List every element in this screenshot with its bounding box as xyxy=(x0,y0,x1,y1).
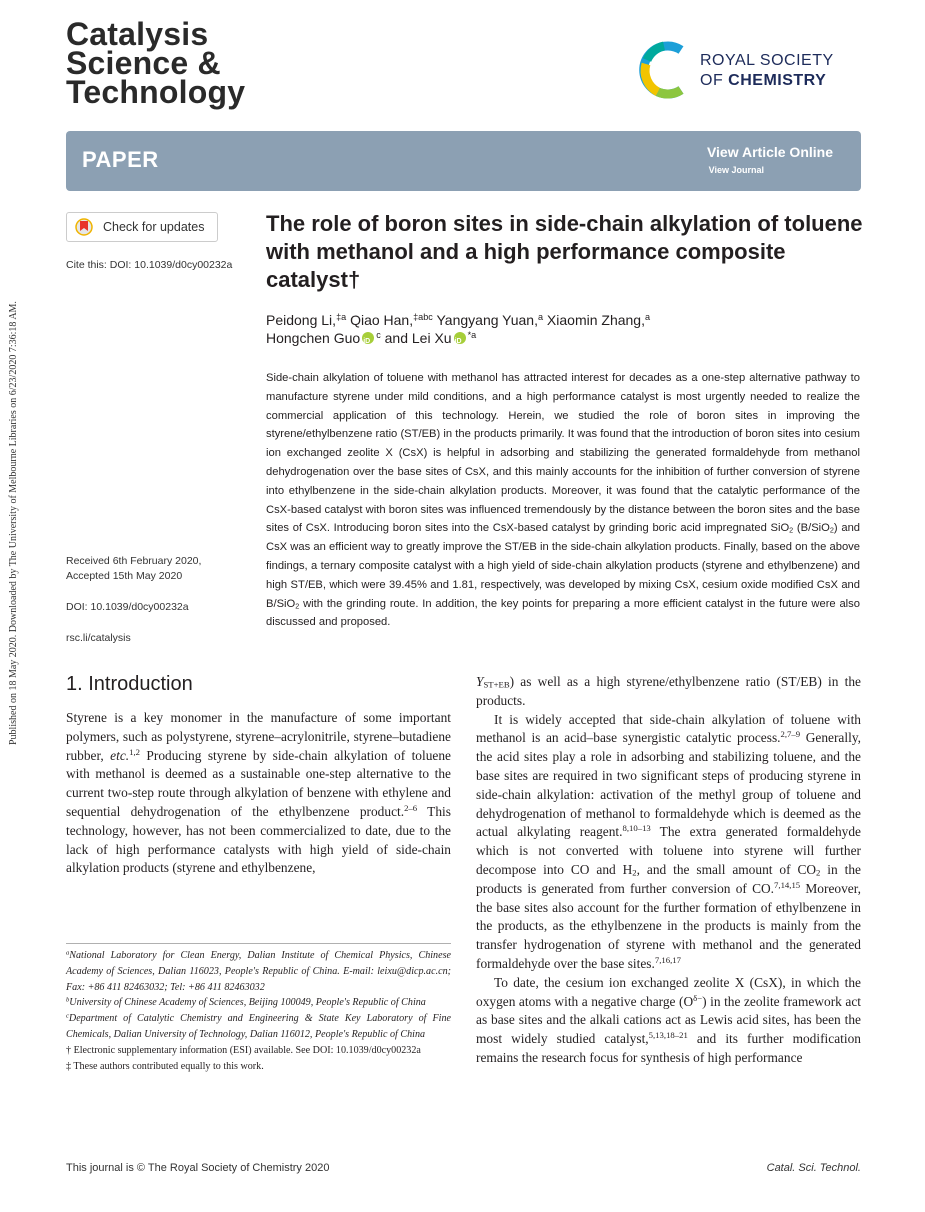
body-text: ) in the zeolite framework act as base sites and the alkali cations act as Lewis acid sites, has been the most widely studied catalyst, xyxy=(476,993,861,1047)
check-for-updates-label: Check for updates xyxy=(103,220,205,234)
rsc-emblem-icon xyxy=(638,40,694,100)
footnote-divider xyxy=(66,943,451,944)
body-text: It is widely accepted that side-chain alkylation of toluene with methanol is an acid–base synergistic catalytic process. xyxy=(476,711,861,746)
journal-website-link[interactable]: rsc.li/catalysis xyxy=(66,632,131,644)
citation-ref[interactable]: 5,13,18–21 xyxy=(648,1030,688,1041)
accepted-date: Accepted 15th May 2020 xyxy=(66,570,183,582)
body-column-right xyxy=(476,673,861,1068)
section-heading: 1. Introduction xyxy=(66,673,193,695)
check-for-updates-button[interactable] xyxy=(66,212,218,242)
author-name: Peidong Li, xyxy=(266,312,337,328)
citation-ref[interactable]: 2,7–9 xyxy=(780,729,801,740)
abstract-text: Side-chain alkylation of toluene with methanol has attracted interest for decades as a one-step alternative pathway to manufacture styrene under mild conditions, and a high performance catalyst is most urgently needed to realize the commercial application of this technology. Herein, we studied the role of boron sites in improving the styrene/ethylbenzene ratio (ST/EB) in the products primarily. It was found that the introduction of boron sites into cesium ion exchanged zeolite X (CsX) is helpful in adsorbing and stabilizing the generated formaldehyde from methanol dehydrogenation over the base sites of CsX, and this mainly accounts for the inhibition of further conversion of styrene into ethylbenzene in the side-chain alkylation products. Moreover, it was found that the catalytic performance of the CsX-based catalyst with boron sites was influenced tremendously by the distance between the boron sites and the base sites of CsX. Introducing boron sites into the CsX-based catalyst by grinding boric acid impregnated SiO xyxy=(266,372,860,535)
journal-title xyxy=(66,16,246,110)
subscript: 2 xyxy=(632,867,637,878)
received-date: Received 6th February 2020, xyxy=(66,555,202,567)
citation-ref[interactable]: 7,14,15 xyxy=(774,879,801,890)
publisher-name-prefix: OF xyxy=(700,72,729,89)
body-text: Styrene is a key monomer in the manufacture of some important polymers, such as polystyrene, styrene–acrylonitrile, styrene–butadiene rubber, xyxy=(66,710,451,763)
body-text-italic: Y xyxy=(476,674,484,689)
publisher-name-bold: CHEMISTRY xyxy=(728,72,827,89)
footnote-mark: b xyxy=(66,996,70,1004)
orcid-icon[interactable] xyxy=(362,332,374,344)
footnote-text: University of Chinese Academy of Sciences, Beijing 100049, People's Republic of China xyxy=(69,997,426,1009)
body-text: in the products is generated from further conversion of CO. xyxy=(476,861,861,896)
citation-ref[interactable]: 8,10–13 xyxy=(622,823,651,834)
superscript: δ− xyxy=(693,992,703,1003)
author-name: Qiao Han, xyxy=(346,312,414,328)
footnote-mark: c xyxy=(66,1012,69,1020)
author-affiliation-mark: ‡abc xyxy=(413,312,433,322)
publisher-name-line1: ROYAL SOCIETY xyxy=(700,52,834,69)
body-text: and its further modification remains the research focus for synthesis of high performance xyxy=(476,1031,861,1065)
body-text: Producing styrene by side-chain alkylation of toluene with methanol is deemed as a sustainable one-step alternative to the current two-step route through alkylation of benzene with ethylene and sequential dehydrogenation of the ethylbenzene product. xyxy=(66,747,451,819)
author-affiliation-mark: ‡a xyxy=(336,312,347,322)
citation-ref[interactable]: 7,16,17 xyxy=(654,955,681,966)
author-name: Xiaomin Zhang, xyxy=(543,312,645,328)
abstract xyxy=(266,369,860,632)
footnote-text: National Laboratory for Clean Energy, Dalian Institute of Chemical Physics, Chinese Academy of Sciences, Dalian 116023, People's Republic of China. E-mail: leixu@dicp.ac.cn; Fax: +86 411 82463032; Tel: +86 411 82463032 xyxy=(66,950,451,993)
journal-title-line: Technology xyxy=(66,74,246,110)
orcid-icon[interactable] xyxy=(454,332,466,344)
body-text: This technology, however, has not been commercialized to date, due to the lack of high performance catalysts with high yield of side-chain alkylation products (styrene and ethylbenzene, xyxy=(66,803,451,876)
footnote-text: Department of Catalytic Chemistry and Engineering & State Key Laboratory of Fine Chemicals, Dalian University of Technology, Dalian 116012, People's Republic of China xyxy=(66,1013,451,1040)
article-title: The role of boron sites in side-chain alkylation of toluene with methanol and a high performance composite catalyst† xyxy=(266,211,863,292)
body-column-left xyxy=(66,709,451,878)
journal-title-line: Catalysis xyxy=(66,16,209,52)
subscript: 2 xyxy=(295,601,300,611)
article-doi[interactable]: DOI: 10.1039/d0cy00232a xyxy=(66,601,189,613)
body-paragraph xyxy=(66,709,451,878)
crossmark-icon xyxy=(73,218,95,236)
abstract-text: (B/SiO xyxy=(793,522,830,535)
copyright-footer: This journal is © The Royal Society of Chemistry 2020 xyxy=(66,1162,330,1174)
footnote-mark: a xyxy=(66,949,70,957)
publisher-logo[interactable] xyxy=(638,40,863,100)
author-affiliation-mark: a xyxy=(644,312,651,322)
footnote-affiliation-c xyxy=(66,1011,451,1043)
publication-side-note xyxy=(6,190,20,750)
author-list xyxy=(266,311,866,347)
journal-abbrev-footer: Catal. Sci. Technol. xyxy=(766,1162,861,1174)
body-text: Generally, the acid sites play a role in adsorbing and stabilizing toluene, and the base sites are required in two significant steps of producing styrene in side-chain alkylation: activation of the methyl group of toluene and dehydrogenation of methanol to formaldehyde which is deemed as the actual alkylating reagent. xyxy=(476,730,861,840)
body-text: ) as well as a high styrene/ethylbenzene ratio (ST/EB) in the products. xyxy=(476,674,861,708)
article-type-label: PAPER xyxy=(82,147,159,172)
footnotes xyxy=(66,948,451,1074)
subscript: 2 xyxy=(789,525,794,535)
footnote-esi: † Electronic supplementary information (ESI) available. See DOI: 10.1039/d0cy00232a xyxy=(66,1044,421,1056)
author-name: Yangyang Yuan, xyxy=(432,312,538,328)
view-article-online-link[interactable]: View Article Online xyxy=(706,144,833,160)
citation-ref[interactable]: 1,2 xyxy=(129,746,141,757)
footnote-affiliation-b xyxy=(66,995,451,1011)
publisher-name-line2 xyxy=(700,72,826,90)
author-name: and Lei Xu xyxy=(380,330,452,346)
citation-ref[interactable]: 2–6 xyxy=(404,803,418,814)
body-paragraph xyxy=(476,974,861,1068)
abstract-text: with the grinding route. In addition, the key points for preparing a more efficient catalyst in the future were also discussed and proposed. xyxy=(266,597,860,629)
subscript: ST+EB xyxy=(483,679,510,690)
view-journal-link[interactable]: View Journal xyxy=(708,165,764,175)
subscript: 2 xyxy=(829,525,834,535)
side-note-text: Published on 18 May 2020. Downloaded by The University of Melbourne Libraries on 6/23/2020 7:36:18 AM. xyxy=(8,301,19,745)
footnote-equal-contribution: ‡ These authors contributed equally to this work. xyxy=(66,1060,264,1072)
journal-title-line: Science & xyxy=(66,45,221,81)
abstract-text: ) and CsX was an efficient way to greatly improve the ST/EB in the side-chain alkylation products. Finally, based on the above findings, a ternary composite catalyst with a high yield of side-chain alkylation products (styrene and ethylbenzene) and high ST/EB, which were 39.45% and 1.81, respectively, was developed by mixing CsX, cesium oxide modified CsX and B/SiO xyxy=(266,522,861,610)
body-text: The extra generated formaldehyde which is not converted with toluene into styrene will further decompose into CO and H xyxy=(476,824,861,877)
body-paragraph xyxy=(476,673,861,711)
body-text: Moreover, the base sites also account for the further formation of ethylbenzene in the products, as the ethylbenzene in the products is mainly from the transfer hydrogenation of styrene with methanol and the generated formaldehyde over the base sites. xyxy=(476,880,861,971)
body-text: , and the small amount of CO xyxy=(636,861,817,877)
author-affiliation-mark: *a xyxy=(467,330,477,340)
author-name: Hongchen Guo xyxy=(266,330,361,346)
body-paragraph xyxy=(476,711,861,974)
body-text: To date, the cesium ion exchanged zeolite X (CsX), in which the oxygen atoms with a negative charge (O xyxy=(476,974,861,1009)
footnote-affiliation-a xyxy=(66,948,451,995)
subscript: 2 xyxy=(816,867,821,878)
citation-doi: Cite this: DOI: 10.1039/d0cy00232a xyxy=(66,259,233,271)
author-affiliation-mark: a xyxy=(537,312,544,322)
article-type-banner xyxy=(66,131,861,191)
body-text-italic: etc. xyxy=(110,747,130,763)
author-affiliation-mark: c xyxy=(376,330,381,340)
